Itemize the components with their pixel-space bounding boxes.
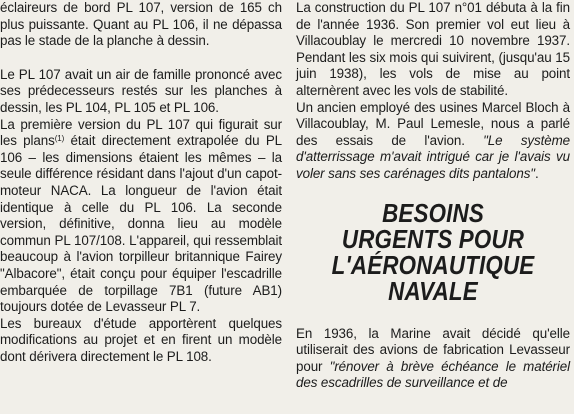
left-column [0,0,282,365]
paragraph-design-offices: Les bureaux d'étude apportèrent quelques modifications au projet et en firent un modèle dont dérivera directement le PL 108. [0,315,282,364]
paragraph-first-version [0,117,282,316]
paragraph-family-resemblance: Le PL 107 avait un air de famille prononcé avec ses prédecesseurs restés sur les planches à dessin, les PL 104, PL 105 et PL 106. [0,66,282,115]
navy-decision-quote: "rénover à brève échéance le matériel des escadrilles de surveillance et de [296,358,570,391]
right-column [296,0,570,392]
testimony-quote: "Le système d'atterrissage m'avait intrigué car je l'avais vu voler sans ses carénages dits pantalons" [296,132,570,181]
testimony-end: . [534,165,539,181]
heading-line-2: URGENTS POUR [341,223,525,254]
heading-line-3: L'AÉRONAUTIQUE [331,249,535,280]
heading-line-1: BESOINS [382,197,484,228]
paragraph-testimony [296,100,570,183]
first-version-text-a: La première version du PL 107 qui figurait sur les plans [0,116,282,149]
section-heading [315,197,551,306]
navy-decision-text: En 1936, la Marine avait décidé qu'elle utiliserait des avions de fabrication Levasseur pour [296,325,570,374]
heading-line-4: NAVALE [388,275,478,306]
first-version-text-b: était directement extrapolée du PL 106 – les dimensions étaient les mêmes – la seule différence résidant dans l'ajout d'un capot-moteur NACA. La longueur de l'avion était identique à celle du PL 106. La seconde version, définitive, donna lieu au modèle commun PL 107/108. L'appareil, qui ressemblait beaucoup à l'avion torpilleur britannique Fairey "Albacore", était conçu pour équiper l'escadrille embarquée de torpillage 7B1 (future AB1) toujours dotée de Levasseur PL 7. [0,133,282,315]
testimony-text: Un ancien employé des usines Marcel Bloch à Villacoublay, M. Paul Lemesle, nous a parlé des essais de l'avion. [296,99,570,148]
paragraph-construction: La construction du PL 107 n°01 débuta à la fin de l'année 1936. Son premier vol eut lieu à Villacoublay le mercredi 10 novembre 1937. Pendant les six mois qui suivirent, (jusqu'au 15 juin 1938), les vols de mise au point alternèrent avec les vols de stabilité. [296,0,570,98]
footnote-marker: (1) [54,134,65,144]
paragraph-navy-decision [296,326,570,392]
paragraph-pl107-version: éclaireurs de bord PL 107, version de 165 ch plus puissante. Quant au PL 106, il ne dépassa pas le stade de la planche à dessin. [0,0,282,49]
